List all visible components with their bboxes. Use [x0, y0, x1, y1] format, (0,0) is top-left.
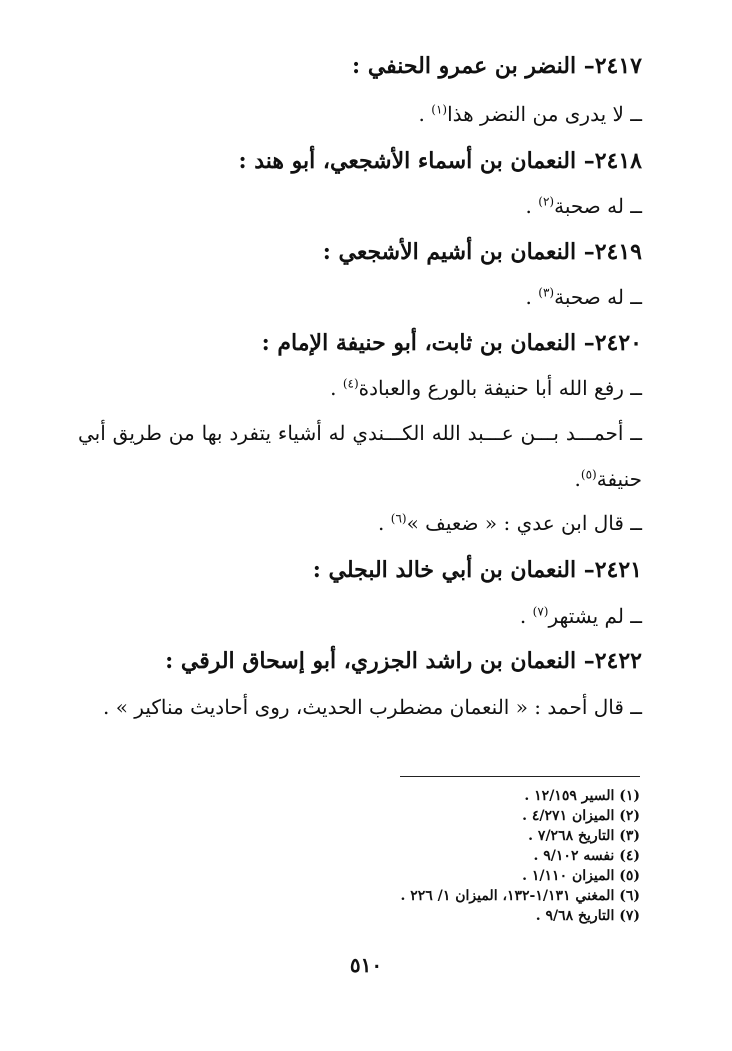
line-text: ــ لم يشتهر — [548, 604, 642, 628]
footnotes — [401, 786, 641, 926]
line-text: ــ لا يدرى من النضر هذا — [447, 102, 642, 126]
line-end: . — [525, 285, 539, 309]
line-text: حنيفة — [596, 467, 642, 491]
footnote-marker[interactable]: (٢) — [538, 194, 555, 209]
entry-line — [419, 100, 642, 128]
page-number: ٥١٠ — [349, 953, 383, 977]
entry-line — [526, 283, 642, 311]
footnote-4: (٤) نفسه ٩/١٠٢ . — [533, 848, 640, 864]
line-text: ــ رفع الله أبا حنيفة بالورع والعبادة — [358, 376, 642, 400]
footnote-marker[interactable]: (٣) — [538, 285, 555, 300]
footnote-6: (٦) المغني ١/١٣١-١٣٢، الميزان ١/ ٢٢٦ . — [400, 888, 640, 904]
footnote-3: (٣) التاريخ ٧/٢٦٨ . — [528, 828, 640, 844]
footnote-marker[interactable]: (٦) — [390, 511, 407, 526]
footnote-marker[interactable]: (٤) — [342, 376, 359, 391]
footnote-separator — [400, 776, 640, 777]
line-end: . — [525, 194, 539, 218]
entry-line: ــ قال أحمد : « النعمان مضطرب الحديث، روى أحاديث مناكير » . — [103, 695, 642, 719]
line-end: . — [330, 376, 343, 400]
footnote-marker[interactable]: (٥) — [580, 467, 597, 482]
entry-heading-2419: ٢٤١٩– النعمان بن أشيم الأشجعي : — [322, 239, 642, 265]
line-text: ــ له صحبة — [554, 194, 642, 218]
entry-line — [526, 192, 642, 220]
entry-line — [575, 465, 642, 493]
footnote-marker[interactable]: (٧) — [532, 604, 549, 619]
entry-heading-2418: ٢٤١٨– النعمان بن أسماء الأشجعي، أبو هند : — [238, 148, 642, 174]
entry-heading-2417: ٢٤١٧– النضر بن عمرو الحنفي : — [352, 53, 642, 79]
line-end: . — [574, 467, 581, 491]
footnote-marker[interactable]: (١) — [431, 102, 448, 117]
footnote-1: (١) السير ١٢/١٥٩ . — [524, 788, 640, 804]
footnote-2: (٢) الميزان ٤/٢٧١ . — [522, 808, 640, 824]
entry-line — [378, 509, 642, 537]
line-end: . — [378, 511, 391, 535]
entry-line — [330, 374, 642, 402]
line-text: ــ له صحبة — [554, 285, 642, 309]
entry-heading-2420: ٢٤٢٠– النعمان بن ثابت، أبو حنيفة الإمام : — [261, 330, 642, 356]
line-end: . — [418, 102, 432, 126]
entry-heading-2422: ٢٤٢٢– النعمان بن راشد الجزري، أبو إسحاق الرقي : — [165, 648, 642, 674]
entry-line — [520, 602, 642, 630]
entry-line: ــ أحمـــد بـــن عـــبد الله الكـــندي له أشياء يتفرد بها من طريق أبي — [78, 421, 642, 445]
footnote-5: (٥) الميزان ١/١١٠ . — [522, 868, 640, 884]
line-text: ــ قال ابن عدي : « ضعيف » — [406, 511, 642, 535]
entry-heading-2421: ٢٤٢١– النعمان بن أبي خالد البجلي : — [312, 557, 642, 583]
footnote-7: (٧) التاريخ ٩/٦٨ . — [535, 908, 640, 924]
line-end: . — [519, 604, 533, 628]
